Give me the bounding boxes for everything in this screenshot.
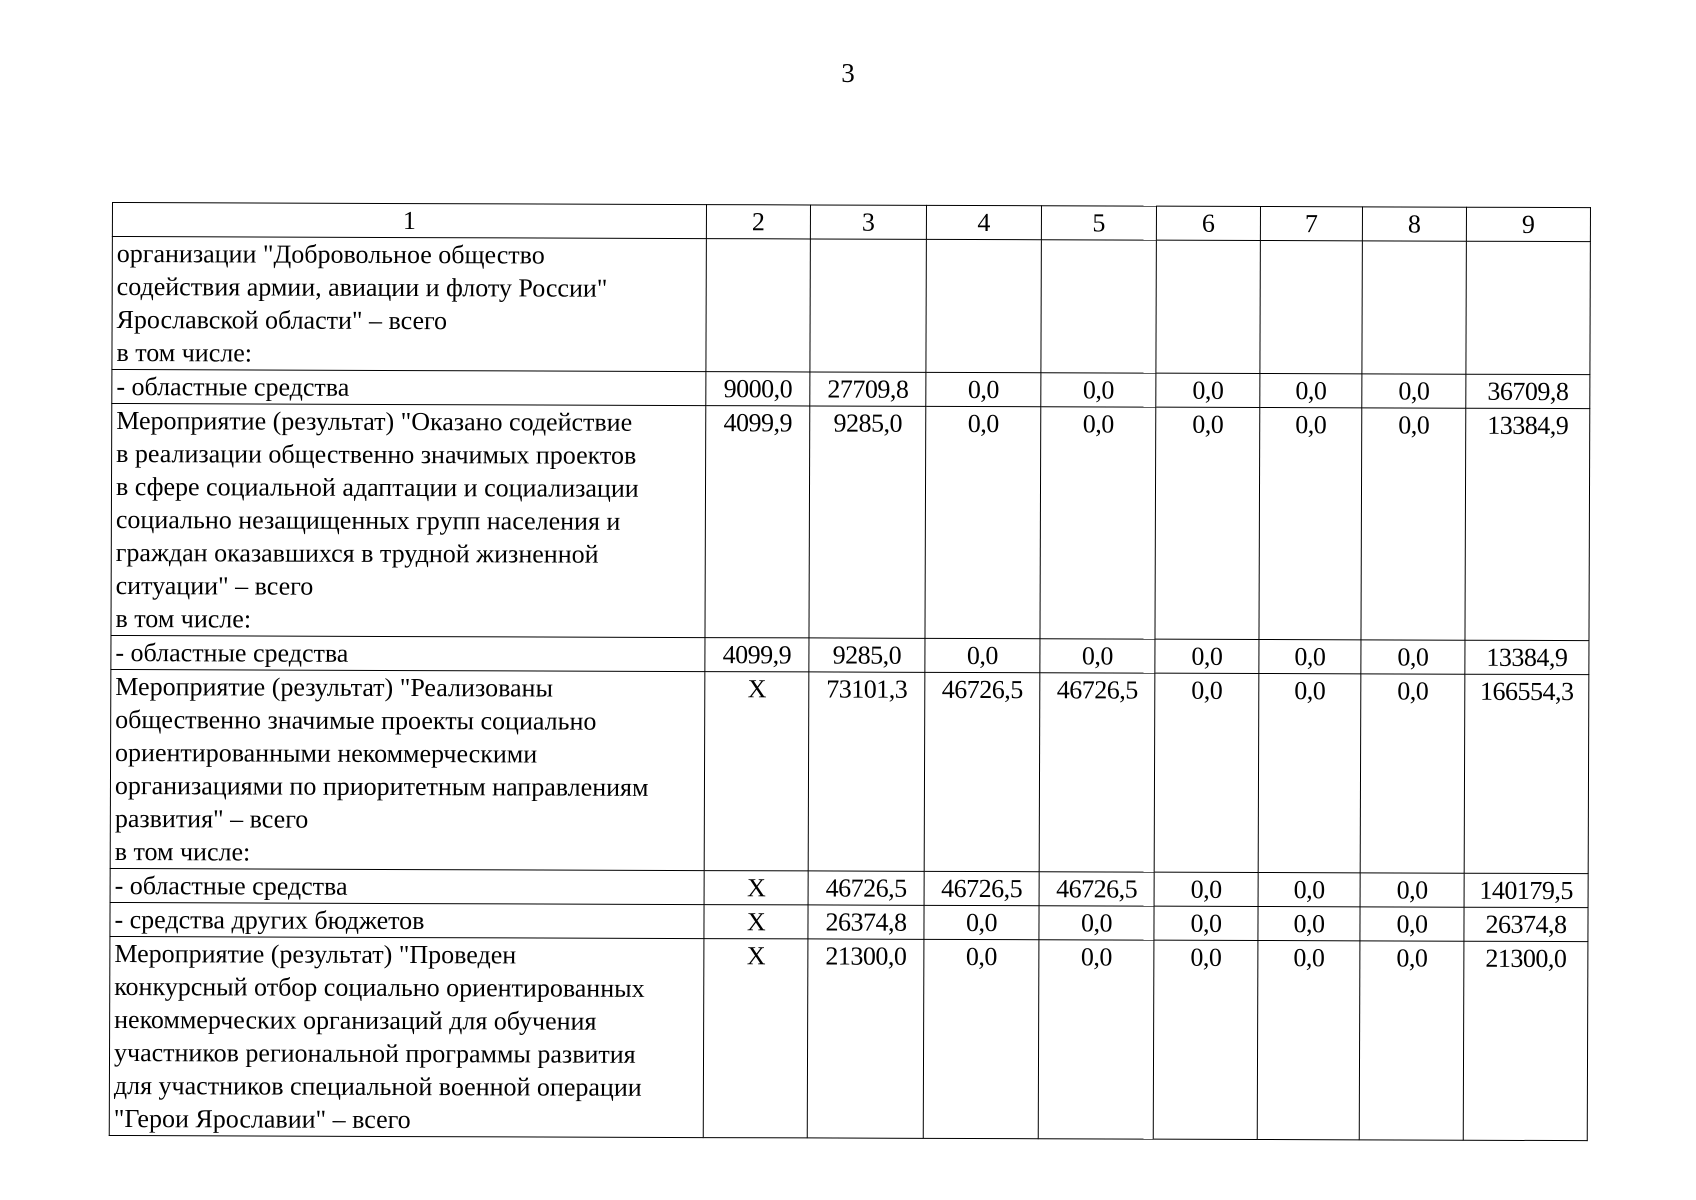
row-value: X <box>704 871 808 905</box>
row-value <box>1260 241 1362 374</box>
column-header: 2 <box>706 205 810 239</box>
row-value: 0,0 <box>1360 907 1464 941</box>
row-value: 21300,0 <box>807 939 924 1138</box>
row-value: 0,0 <box>923 939 1039 1138</box>
row-value: 0,0 <box>1258 873 1360 907</box>
row-value: X <box>703 939 808 1138</box>
row-value: X <box>704 672 809 871</box>
row-value: 36709,8 <box>1466 374 1590 408</box>
row-label: Мероприятие (результат) "Проведен конкурсный отбор социально ориентированных некоммерческих организаций для обучения участников региональной программы развития для участников специальной военной операции "Герои Ярославии" – всего <box>109 936 704 1137</box>
table-row <box>110 868 1588 907</box>
row-value <box>1156 240 1260 373</box>
row-value: 0,0 <box>1257 941 1360 1140</box>
row-value: 9285,0 <box>809 638 925 672</box>
row-label: - областные средства <box>111 635 705 671</box>
row-value: 0,0 <box>1154 906 1258 940</box>
row-value: 0,0 <box>1155 407 1260 639</box>
row-value: 0,0 <box>1038 940 1154 1139</box>
row-value: 0,0 <box>1359 941 1464 1140</box>
row-label: Мероприятие (результат) "Оказано содействие в реализации общественно значимых проектов в сфере социальной адаптации и социализации социально незащищенных групп населения и граждан оказавшихся в трудной жизненной ситуации" – всего в том числе: <box>111 404 706 638</box>
row-value: 0,0 <box>1041 373 1156 407</box>
row-value: 26374,8 <box>1464 907 1588 941</box>
row-value: 9285,0 <box>809 406 926 638</box>
page-number: 3 <box>841 58 855 88</box>
row-value: 140179,5 <box>1464 873 1588 907</box>
row-value: 73101,3 <box>808 672 925 871</box>
row-value: 0,0 <box>926 372 1041 406</box>
row-value: 0,0 <box>1258 674 1361 873</box>
table-header-row <box>112 203 1590 242</box>
row-value: 13384,9 <box>1465 408 1590 640</box>
row-label: Мероприятие (результат) "Реализованы общественно значимые проекты социально ориентированными некоммерческими организациями по приоритетным направлениям развития" – всего в том числе: <box>110 669 705 870</box>
column-header: 1 <box>112 203 706 239</box>
row-label: организации "Добровольное общество содействия армии, авиации и флоту России" Ярославской области" – всего в том числе: <box>112 237 706 372</box>
row-value: 0,0 <box>925 406 1041 638</box>
column-header: 4 <box>926 205 1041 239</box>
row-value: 13384,9 <box>1465 640 1589 674</box>
row-value: 46726,5 <box>1039 872 1154 906</box>
table-row <box>109 936 1588 1140</box>
row-value: 46726,5 <box>924 871 1039 905</box>
row-value: 0,0 <box>1153 940 1258 1139</box>
row-label: - областные средства <box>112 370 706 406</box>
row-value: 0,0 <box>1362 374 1466 408</box>
row-value: 0,0 <box>1259 640 1361 674</box>
row-value: 0,0 <box>1361 408 1466 640</box>
row-value: 27709,8 <box>810 372 926 406</box>
row-value: 46726,5 <box>924 672 1040 871</box>
budget-table <box>109 202 1591 1141</box>
row-value: 46726,5 <box>1039 673 1155 872</box>
row-value: 0,0 <box>1361 640 1465 674</box>
row-value: 0,0 <box>1040 639 1155 673</box>
row-value: 9000,0 <box>706 372 810 406</box>
row-value: 0,0 <box>924 905 1039 939</box>
row-label: - областные средства <box>110 868 704 904</box>
row-value: 0,0 <box>1040 407 1156 639</box>
table-row <box>110 669 1589 873</box>
row-value: 4099,9 <box>705 406 810 638</box>
column-header: 8 <box>1362 207 1466 241</box>
row-value <box>810 239 926 372</box>
row-value: X <box>704 905 808 939</box>
row-value: 46726,5 <box>808 871 924 905</box>
row-value <box>926 239 1041 372</box>
table-row <box>111 635 1589 674</box>
table-row <box>112 370 1590 409</box>
column-header: 3 <box>810 205 926 239</box>
row-value: 0,0 <box>1260 374 1362 408</box>
row-value: 0,0 <box>1155 639 1259 673</box>
column-header: 7 <box>1260 207 1362 241</box>
column-header: 9 <box>1466 207 1590 241</box>
row-value <box>1041 240 1156 373</box>
row-value <box>706 239 810 372</box>
row-value: 0,0 <box>1259 408 1362 640</box>
row-label: - средства других бюджетов <box>110 902 704 938</box>
row-value: 26374,8 <box>808 905 924 939</box>
row-value: 21300,0 <box>1463 941 1588 1140</box>
row-value: 166554,3 <box>1464 674 1589 873</box>
row-value <box>1362 241 1466 374</box>
table-row <box>110 902 1588 941</box>
row-value: 0,0 <box>1360 674 1465 873</box>
row-value <box>1466 241 1590 374</box>
row-value: 0,0 <box>1258 907 1360 941</box>
table-row <box>112 237 1590 375</box>
row-value: 0,0 <box>1154 673 1259 872</box>
column-header: 5 <box>1041 206 1156 240</box>
row-value: 0,0 <box>1154 872 1258 906</box>
column-header: 6 <box>1156 206 1260 240</box>
row-value: 0,0 <box>1156 373 1260 407</box>
row-value: 0,0 <box>1360 873 1464 907</box>
row-value: 0,0 <box>925 638 1040 672</box>
table-row <box>111 404 1590 641</box>
row-value: 0,0 <box>1039 906 1154 940</box>
row-value: 4099,9 <box>705 638 809 672</box>
